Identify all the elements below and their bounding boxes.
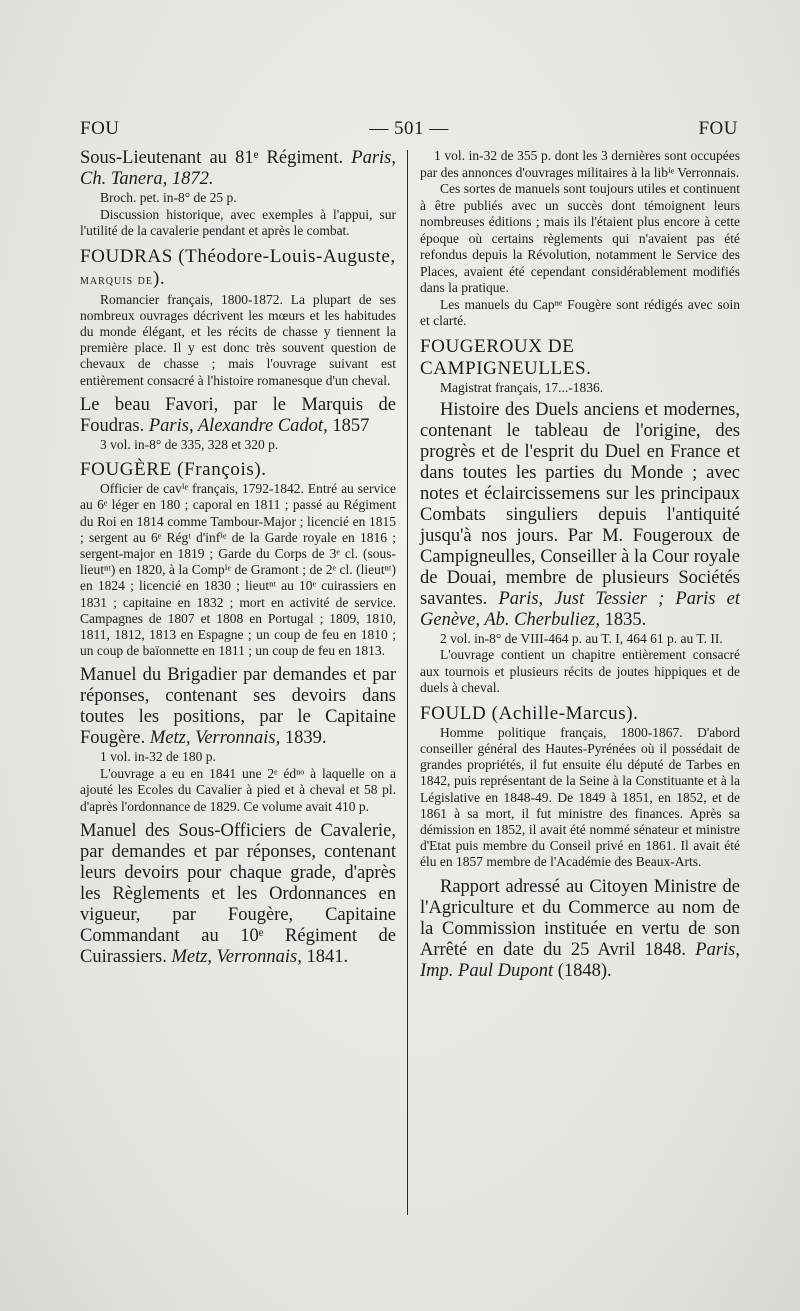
entry-imprint: Metz, Verronnais,	[149, 728, 281, 749]
header-left-keyword: FOU	[80, 118, 120, 139]
entry-title	[420, 400, 740, 631]
entry-title	[420, 877, 740, 982]
entry-note: L'ouvrage contient un chapitre entièrement consacré aux tournois et plusieurs récits de joutes hippiques et de duels à cheval.	[420, 647, 740, 696]
author-close: ).	[152, 267, 166, 289]
entry-format: 1 vol. in-32 de 355 p. dont les 3 dernières sont occupées par des annonces d'ouvrages militaires à la libⁱᵉ Verronnais.	[420, 148, 740, 180]
entry-title	[80, 821, 396, 968]
entry-year: 1839.	[284, 728, 327, 749]
author-heading: FOULD (Achille-Marcus).	[420, 702, 639, 724]
entry-title-text: Le beau Favori, par le Marquis de Foudras.	[80, 394, 396, 436]
entry-format: 2 vol. in-8° de VIII-464 p. au T. I, 464 61 p. au T. II.	[440, 630, 723, 646]
author-bio: Romancier français, 1800-1872. La plupart de ses nombreux ouvrages décrivent les mœurs et les habitudes du monde élégant, et les récits de chasse y tiennent la première place. Il y est donc très souvent question de chevaux de chasse ; mais l'ouvrage suivant est entièrement consacré à l'histoire romanesque d'un cheval.	[80, 291, 396, 388]
entry-imprint: Paris, Alexandre Cadot,	[148, 415, 328, 436]
author-heading	[80, 246, 396, 292]
running-header	[80, 118, 738, 148]
author-heading: FOUGEROUX DE CAMPIGNEULLES.	[420, 335, 592, 379]
author-heading: FOUGÈRE (François).	[80, 459, 267, 481]
entry-title-text: Rapport adressé au Citoyen Ministre de l'Agriculture et du Commerce au nom de la Commission instituée en vertu de son Arrêté en date du 25 Avril 1848.	[420, 876, 740, 960]
entry-title	[80, 148, 396, 190]
entry-imprint: Paris, Just Tessier ; Paris et Genève, Ab. Cherbuliez,	[420, 588, 740, 630]
entry-title	[80, 665, 396, 749]
column-divider	[407, 150, 408, 1215]
entry-title-text: Sous-Lieutenant au 81ᵉ Régiment.	[80, 148, 344, 168]
header-right-keyword: FOU	[698, 118, 738, 139]
entry-year: 1857	[332, 415, 370, 436]
entry-imprint: Paris, Imp. Paul Dupont	[420, 939, 740, 981]
entry-format: Broch. pet. in-8° de 25 p.	[100, 190, 237, 205]
entry-note: Ces sortes de manuels sont toujours utiles et continuent à être publiés avec un succès dont témoignent leurs nombreuses éditions ; mais ils l'étaient plus encore à cette époque où certains règlements qui n'avaient pas été refondus depuis la Révolution, notamment le Service des Places, avaient été cependant considérablement modifiés dans la pratique.	[420, 181, 740, 295]
entry-title-text: Manuel du Brigadier par demandes et par réponses, contenant ses devoirs dans toutes les positions, par le Capitaine Fougère.	[80, 665, 396, 749]
entry-title-text: Manuel des Sous-Officiers de Cavalerie, par demandes et par réponses, contenant leurs devoirs pour chaque grade, d'après les Règlements et les Ordonnances en vigueur, par Fougère, Capitaine Commandant au 10ᵉ Régiment de Cuirassiers.	[80, 821, 396, 968]
entry-imprint: Paris, Ch. Tanera, 1872.	[80, 148, 397, 189]
left-column	[80, 148, 396, 968]
entry-note: Discussion historique, avec exemples à l'appui, sur l'utilité de la cavalerie pendant et après le combat.	[80, 206, 396, 238]
page-number: — 501 —	[369, 118, 449, 139]
entry-note: Les manuels du Capⁿᵉ Fougère sont rédigés avec soin et clarté.	[420, 296, 740, 328]
entry-imprint: Metz, Verronnais,	[171, 947, 302, 968]
author-rank: marquis de	[80, 272, 153, 288]
author-name: FOUDRAS (Théodore-Louis-Auguste,	[80, 245, 396, 267]
right-column	[420, 148, 740, 982]
entry-title	[80, 395, 396, 437]
entry-format: 3 vol. in-8° de 335, 328 et 320 p.	[100, 436, 279, 452]
author-bio: Officier de cavⁱᵉ français, 1792-1842. Entré au service au 6ᵉ léger en 180 ; caporal en 1811 ; passé au Régiment du Roi en 1814 comme Tambour-Major ; licencié en 1815 ; sergent au 6ᵉ Régᵗ d'infⁱᵉ de la Garde royale en 1816 ; sergent-major en 1819 ; Garde du Corps de 3ᵉ cl. (sous-lieutⁿᵗ) en 1820, à la Compⁱᵉ de Gramont ; de 2ᵉ cl. (lieutⁿᵗ) en 1824 ; licencié en 1830 ; lieutⁿᵗ au 10ᵉ cuirassiers en 1831 ; capitaine en 1832 ; mort en activité de service. Campagnes de 1807 et 1808 en Portugal ; 1809, 1810, 1811, 1812, 1813 en Espagne ; un coup de feu en 1810 ; un coup de baïonnette en 1811 ; un coup de feu en 1813.	[80, 481, 396, 659]
author-bio: Homme politique français, 1800-1867. D'abord conseiller général des Hautes-Pyrénées où il possédait de grandes propriétés, il fut ensuite élu député de Tarbes en 1842, puis représentant de la Seine à la Constituante et à la Législative en 1848-49. De 1849 à 1851, en 1852, et de 1861 à sa mort, il fut ministre des finances. Après sa démission en 1852, il avait été nommé sénateur et ministre d'Etat puis membre du Conseil privé en 1861. Il avait été élu en 1857 membre de l'Académie des Beaux-Arts.	[420, 724, 740, 870]
entry-title-text: Histoire des Duels anciens et modernes, contenant le tableau de l'origine, des progrès et de l'esprit du Duel en France et dans toutes les parties du Monde ; avec notes et éclaircissemens sur les principaux Combats singuliers depuis l'antiquité jusqu'à nos jours. Par M. Fougeroux de Campigneulles, Conseiller à la Cour royale de Douai, membre de plusieurs Sociétés savantes.	[420, 399, 740, 609]
entry-year: 1835.	[604, 609, 647, 630]
entry-note: L'ouvrage a eu en 1841 une 2ᵉ édⁿᵒ à laquelle on a ajouté les Ecoles du Cavalier à pied et à cheval et 58 pl. d'après l'ordonnance de 1829. Ce volume avait 410 p.	[80, 765, 396, 814]
entry-year: (1848).	[557, 960, 612, 981]
author-bio: Magistrat français, 17...-1836.	[440, 379, 604, 395]
entry-format: 1 vol. in-32 de 180 p.	[100, 749, 216, 765]
entry-year: 1841.	[306, 947, 349, 968]
